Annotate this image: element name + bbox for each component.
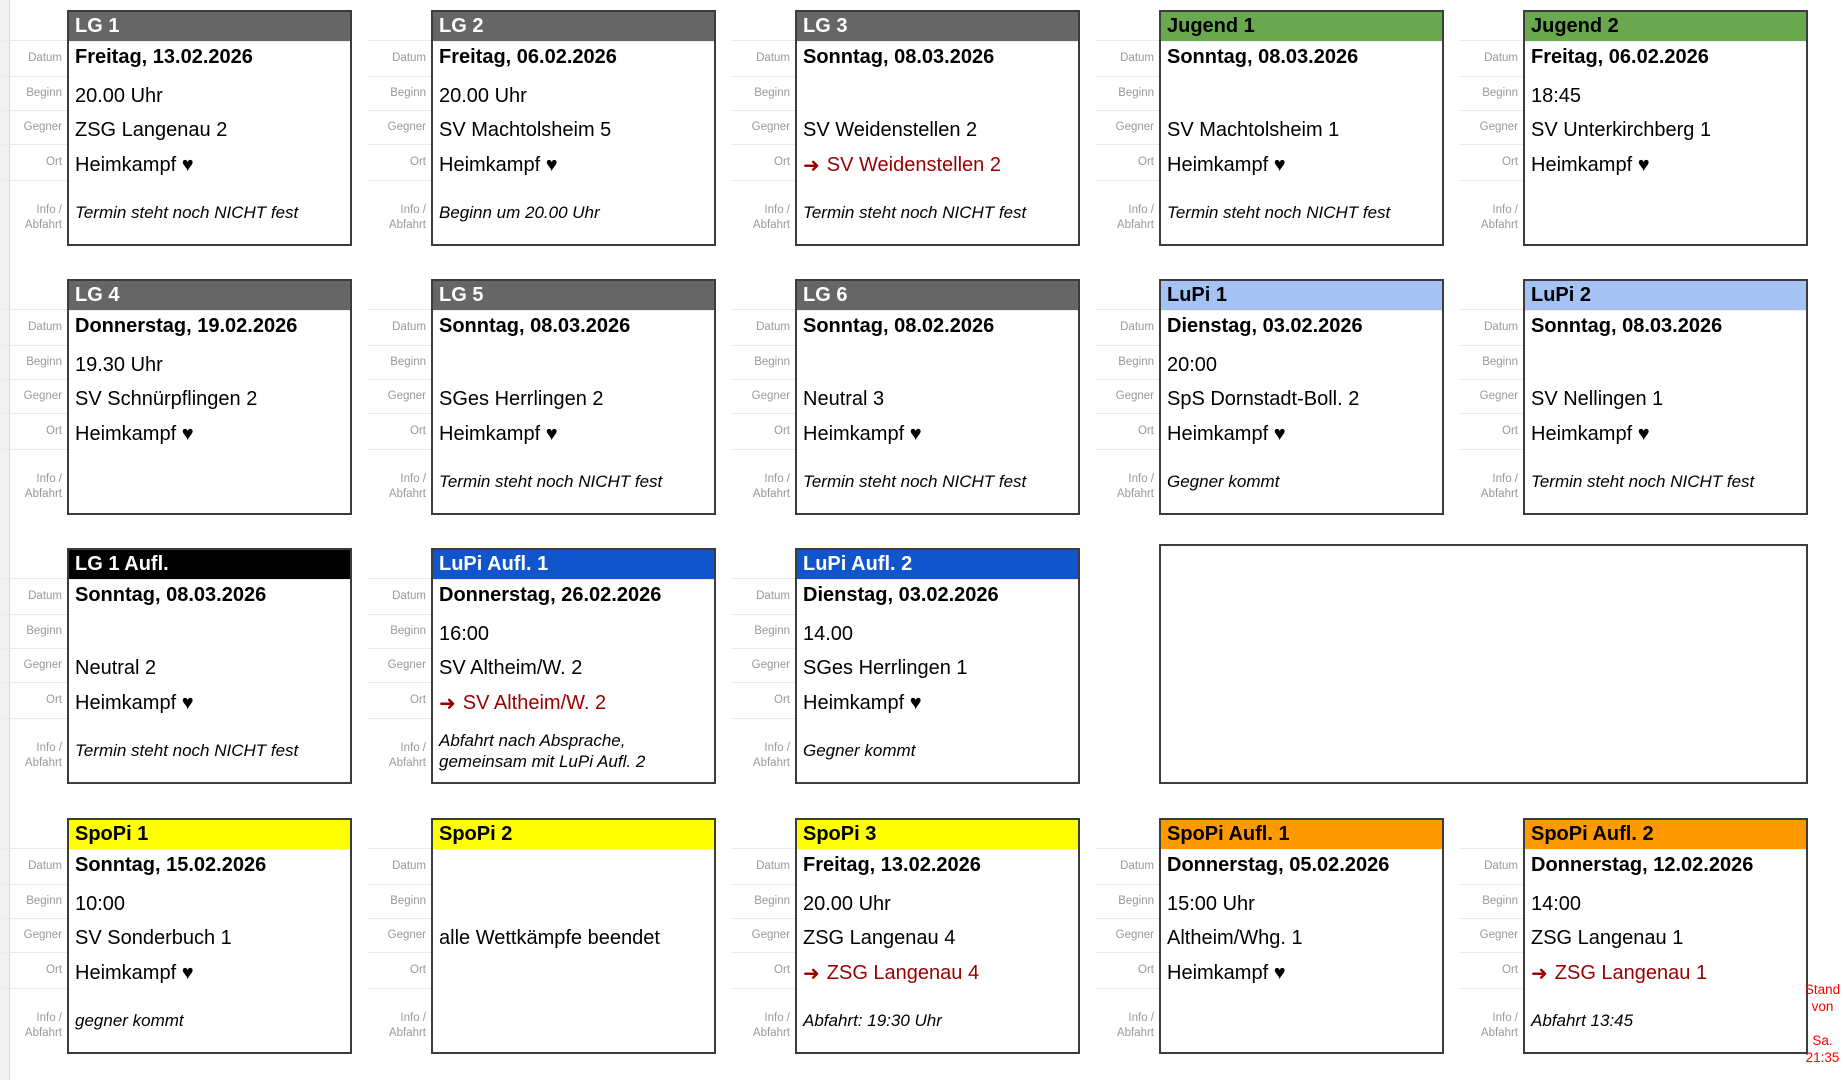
match-location: Heimkampf ♥	[1167, 422, 1286, 445]
match-time: 18:45	[1531, 84, 1582, 107]
match-location: Heimkampf ♥	[75, 691, 194, 714]
beginn-label: Beginn	[3, 77, 67, 111]
match-location: ➜ ZSG Langenau 1	[1531, 961, 1708, 985]
match-location	[433, 955, 714, 991]
datum-label: Datum	[1459, 40, 1523, 77]
field-labels	[3, 10, 67, 246]
match-time	[797, 79, 1078, 113]
datum-label: Datum	[731, 40, 795, 77]
match-details	[1525, 42, 1806, 244]
match-date: Sonntag, 08.02.2026	[803, 315, 995, 337]
match-time: 20.00 Uhr	[439, 84, 527, 107]
info-note: Termin steht noch NICHT fest	[75, 203, 299, 223]
beginn-label: Beginn	[1095, 885, 1159, 919]
field-labels	[367, 279, 431, 515]
team-card	[67, 279, 352, 515]
info-abfahrt-label: Info / Abfahrt	[1480, 473, 1518, 500]
match-location: Heimkampf ♥	[75, 961, 194, 984]
gegner-label: Gegner	[1095, 111, 1159, 145]
gegner-label: Gegner	[731, 380, 795, 414]
match-location: ➜ SV Altheim/W. 2	[439, 691, 607, 715]
info-note: gegner kommt	[75, 1011, 184, 1031]
team-name-header: SpoPi 3	[797, 820, 1078, 850]
opponent: alle Wettkämpfe beendet	[439, 926, 660, 949]
info-note	[433, 991, 714, 1052]
opponent: SV Unterkirchberg 1	[1531, 118, 1712, 141]
team-card-group-lupi-aufl-2	[731, 548, 1080, 784]
team-name-header: LuPi 1	[1161, 281, 1442, 311]
datum-label: Datum	[1095, 848, 1159, 885]
beginn-label: Beginn	[731, 346, 795, 380]
team-name-header: LG 2	[433, 12, 714, 42]
datum-label: Datum	[1095, 40, 1159, 77]
gegner-label: Gegner	[731, 111, 795, 145]
match-details	[69, 311, 350, 513]
team-card-group-lupi-1	[1095, 279, 1444, 515]
info-note: Termin steht noch NICHT fest	[439, 472, 663, 492]
info-note: Termin steht noch NICHT fest	[803, 203, 1027, 223]
ort-label: Ort	[1095, 145, 1159, 181]
field-labels	[3, 279, 67, 515]
field-labels	[1459, 10, 1523, 246]
info-abfahrt-label: Info / Abfahrt	[24, 204, 62, 231]
empty-schedule-cell	[1159, 544, 1808, 784]
beginn-label: Beginn	[731, 885, 795, 919]
match-details	[433, 42, 714, 244]
opponent: SV Machtolsheim 5	[439, 118, 612, 141]
ort-label: Ort	[3, 414, 67, 450]
match-details	[1161, 42, 1442, 244]
opponent: Neutral 2	[75, 656, 157, 679]
datum-label: Datum	[731, 578, 795, 615]
field-labels	[731, 548, 795, 784]
match-time: 15:00 Uhr	[1167, 892, 1255, 915]
info-abfahrt-label: Info / Abfahrt	[24, 473, 62, 500]
gegner-label: Gegner	[1095, 919, 1159, 953]
field-labels	[1459, 279, 1523, 515]
info-note: Termin steht noch NICHT fest	[1167, 203, 1391, 223]
gegner-label: Gegner	[367, 111, 431, 145]
info-note	[1525, 183, 1806, 244]
team-name-header: LuPi Aufl. 2	[797, 550, 1078, 580]
team-card-group-lg-1-aufl	[3, 548, 352, 784]
field-labels	[367, 548, 431, 784]
gegner-label: Gegner	[3, 919, 67, 953]
match-time: 20.00 Uhr	[803, 892, 891, 915]
away-arrow-icon: ➜	[803, 962, 820, 985]
team-name-header: LG 5	[433, 281, 714, 311]
away-arrow-icon: ➜	[1531, 962, 1548, 985]
datum-label: Datum	[367, 848, 431, 885]
match-location: Heimkampf ♥	[803, 422, 922, 445]
team-card	[67, 10, 352, 246]
gegner-label: Gegner	[1459, 919, 1523, 953]
gegner-label: Gegner	[3, 649, 67, 683]
opponent: SV Altheim/W. 2	[439, 656, 583, 679]
beginn-label: Beginn	[3, 885, 67, 919]
beginn-label: Beginn	[1459, 346, 1523, 380]
opponent: SV Weidenstellen 2	[803, 118, 978, 141]
field-labels	[731, 818, 795, 1054]
match-time	[433, 887, 714, 921]
match-date: Sonntag, 08.03.2026	[1531, 315, 1723, 337]
info-abfahrt-label: Info / Abfahrt	[1480, 1012, 1518, 1039]
match-time: 20.00 Uhr	[75, 84, 163, 107]
opponent: SGes Herrlingen 1	[803, 656, 968, 679]
info-abfahrt-label: Info / Abfahrt	[388, 742, 426, 769]
beginn-label: Beginn	[367, 346, 431, 380]
info-abfahrt-label: Info / Abfahrt	[752, 204, 790, 231]
ort-label: Ort	[731, 145, 795, 181]
beginn-label: Beginn	[3, 615, 67, 649]
team-card-group-jugend-1	[1095, 10, 1444, 246]
beginn-label: Beginn	[367, 77, 431, 111]
match-location: ➜ SV Weidenstellen 2	[803, 153, 1001, 177]
datum-label: Datum	[1459, 309, 1523, 346]
team-card	[67, 818, 352, 1054]
match-details	[433, 311, 714, 513]
match-time	[433, 348, 714, 382]
match-details	[1161, 850, 1442, 1052]
team-name-header: LG 1	[69, 12, 350, 42]
gegner-label: Gegner	[1459, 111, 1523, 145]
ort-label: Ort	[367, 953, 431, 989]
datum-label: Datum	[731, 848, 795, 885]
team-card-group-lg-1	[3, 10, 352, 246]
beginn-label: Beginn	[367, 885, 431, 919]
team-card	[431, 548, 716, 784]
ort-label: Ort	[731, 953, 795, 989]
ort-label: Ort	[367, 414, 431, 450]
info-note: Abfahrt 13:45	[1531, 1011, 1634, 1031]
match-details	[797, 850, 1078, 1052]
match-time: 20:00	[1167, 353, 1218, 376]
team-card	[431, 818, 716, 1054]
beginn-label: Beginn	[1459, 885, 1523, 919]
ort-label: Ort	[1459, 953, 1523, 989]
gegner-label: Gegner	[731, 649, 795, 683]
match-location: ➜ ZSG Langenau 4	[803, 961, 980, 985]
match-date: Freitag, 06.02.2026	[1531, 46, 1709, 68]
team-card-group-lg-2	[367, 10, 716, 246]
match-location: Heimkampf ♥	[1531, 153, 1650, 176]
ort-label: Ort	[1095, 953, 1159, 989]
match-date: Donnerstag, 05.02.2026	[1167, 854, 1390, 876]
opponent: ZSG Langenau 2	[75, 118, 228, 141]
team-name-header: Jugend 1	[1161, 12, 1442, 42]
ort-label: Ort	[3, 145, 67, 181]
info-note	[69, 452, 350, 513]
info-abfahrt-label: Info / Abfahrt	[1480, 204, 1518, 231]
team-card	[1159, 818, 1444, 1054]
team-name-header: LG 4	[69, 281, 350, 311]
match-date: Sonntag, 08.03.2026	[75, 584, 267, 606]
opponent: SV Sonderbuch 1	[75, 926, 232, 949]
match-details	[1525, 850, 1806, 1052]
match-date: Freitag, 06.02.2026	[439, 46, 617, 68]
match-date: Dienstag, 03.02.2026	[1167, 315, 1363, 337]
match-details	[1161, 311, 1442, 513]
ort-label: Ort	[1459, 145, 1523, 181]
team-card-group-lg-5	[367, 279, 716, 515]
gegner-label: Gegner	[1095, 380, 1159, 414]
opponent: ZSG Langenau 4	[803, 926, 956, 949]
match-location: Heimkampf ♥	[439, 153, 558, 176]
ort-label: Ort	[3, 953, 67, 989]
info-abfahrt-label: Info / Abfahrt	[388, 1012, 426, 1039]
field-labels	[1095, 279, 1159, 515]
team-card	[431, 279, 716, 515]
match-details	[69, 580, 350, 782]
beginn-label: Beginn	[1095, 346, 1159, 380]
field-labels	[1095, 818, 1159, 1054]
match-date: Donnerstag, 26.02.2026	[439, 584, 662, 606]
opponent: ZSG Langenau 1	[1531, 926, 1684, 949]
opponent: Neutral 3	[803, 387, 885, 410]
gegner-label: Gegner	[367, 649, 431, 683]
team-card-group-spopi-aufl-2	[1459, 818, 1808, 1054]
team-card-group-jugend-2	[1459, 10, 1808, 246]
team-card	[67, 548, 352, 784]
match-date: Sonntag, 08.03.2026	[803, 46, 995, 68]
match-date: Donnerstag, 19.02.2026	[75, 315, 298, 337]
field-labels	[367, 10, 431, 246]
info-note	[1161, 991, 1442, 1052]
team-card-group-spopi-1	[3, 818, 352, 1054]
team-card	[795, 279, 1080, 515]
opponent: SV Machtolsheim 1	[1167, 118, 1340, 141]
gegner-label: Gegner	[3, 380, 67, 414]
match-location: Heimkampf ♥	[803, 691, 922, 714]
team-card	[795, 548, 1080, 784]
match-time	[797, 348, 1078, 382]
match-date: Dienstag, 03.02.2026	[803, 584, 999, 606]
info-abfahrt-label: Info / Abfahrt	[752, 742, 790, 769]
match-details	[797, 42, 1078, 244]
info-note: Termin steht noch NICHT fest	[803, 472, 1027, 492]
team-card-group-spopi-3	[731, 818, 1080, 1054]
match-time: 16:00	[439, 622, 490, 645]
match-location: Heimkampf ♥	[439, 422, 558, 445]
gegner-label: Gegner	[1459, 380, 1523, 414]
match-time: 19.30 Uhr	[75, 353, 163, 376]
team-name-header: LG 1 Aufl.	[69, 550, 350, 580]
match-details	[433, 580, 714, 782]
team-card	[1523, 818, 1808, 1054]
team-card	[795, 818, 1080, 1054]
info-abfahrt-label: Info / Abfahrt	[752, 473, 790, 500]
match-date: Sonntag, 15.02.2026	[75, 854, 267, 876]
team-card	[1159, 279, 1444, 515]
info-note: Termin steht noch NICHT fest	[1531, 472, 1755, 492]
away-arrow-icon: ➜	[439, 692, 456, 715]
datum-label: Datum	[367, 40, 431, 77]
match-date: Freitag, 13.02.2026	[803, 854, 981, 876]
match-time	[69, 617, 350, 651]
gegner-label: Gegner	[367, 380, 431, 414]
ort-label: Ort	[731, 683, 795, 719]
datum-label: Datum	[3, 848, 67, 885]
away-arrow-icon: ➜	[803, 154, 820, 177]
team-card	[1523, 10, 1808, 246]
match-location: Heimkampf ♥	[75, 422, 194, 445]
ort-label: Ort	[731, 414, 795, 450]
team-card-group-spopi-aufl-1	[1095, 818, 1444, 1054]
match-details	[1525, 311, 1806, 513]
datum-label: Datum	[3, 578, 67, 615]
match-details	[69, 42, 350, 244]
opponent: SpS Dornstadt-Boll. 2	[1167, 387, 1360, 410]
info-abfahrt-label: Info / Abfahrt	[388, 473, 426, 500]
match-details	[797, 580, 1078, 782]
team-name-header: LuPi 2	[1525, 281, 1806, 311]
match-location: Heimkampf ♥	[75, 153, 194, 176]
team-name-header: LuPi Aufl. 1	[433, 550, 714, 580]
datum-label: Datum	[3, 40, 67, 77]
update-note-line2: Sa. 21:35	[1805, 1032, 1840, 1065]
ort-label: Ort	[1095, 414, 1159, 450]
field-labels	[367, 818, 431, 1054]
gegner-label: Gegner	[3, 111, 67, 145]
field-labels	[731, 10, 795, 246]
info-note: Beginn um 20.00 Uhr	[439, 203, 600, 223]
beginn-label: Beginn	[3, 346, 67, 380]
match-date: Freitag, 13.02.2026	[75, 46, 253, 68]
info-note: Abfahrt nach Absprache, gemeinsam mit LuPi Aufl. 2	[439, 730, 646, 771]
match-location: Heimkampf ♥	[1167, 961, 1286, 984]
info-abfahrt-label: Info / Abfahrt	[1116, 473, 1154, 500]
field-labels	[1459, 818, 1523, 1054]
datum-label: Datum	[367, 578, 431, 615]
datum-label: Datum	[1095, 309, 1159, 346]
match-time: 14.00	[803, 622, 854, 645]
info-abfahrt-label: Info / Abfahrt	[752, 1012, 790, 1039]
team-card	[431, 10, 716, 246]
info-note: Gegner kommt	[803, 741, 916, 761]
datum-label: Datum	[367, 309, 431, 346]
team-name-header: SpoPi 1	[69, 820, 350, 850]
info-abfahrt-label: Info / Abfahrt	[388, 204, 426, 231]
team-card-group-lupi-aufl-1	[367, 548, 716, 784]
opponent: SV Nellingen 1	[1531, 387, 1664, 410]
datum-label: Datum	[3, 309, 67, 346]
field-labels	[3, 818, 67, 1054]
match-location: Heimkampf ♥	[1531, 422, 1650, 445]
info-abfahrt-label: Info / Abfahrt	[24, 1012, 62, 1039]
opponent: SGes Herrlingen 2	[439, 387, 604, 410]
field-labels	[731, 279, 795, 515]
beginn-label: Beginn	[367, 615, 431, 649]
match-date: Sonntag, 08.03.2026	[439, 315, 631, 337]
team-name-header: SpoPi 2	[433, 820, 714, 850]
gegner-label: Gegner	[731, 919, 795, 953]
match-location: Heimkampf ♥	[1167, 153, 1286, 176]
gegner-label: Gegner	[367, 919, 431, 953]
team-name-header: SpoPi Aufl. 1	[1161, 820, 1442, 850]
beginn-label: Beginn	[1459, 77, 1523, 111]
ort-label: Ort	[367, 145, 431, 181]
info-note: Gegner kommt	[1167, 472, 1280, 492]
info-note: Abfahrt: 19:30 Uhr	[803, 1011, 942, 1031]
match-time: 14:00	[1531, 892, 1582, 915]
team-card-group-lg-4	[3, 279, 352, 515]
beginn-label: Beginn	[731, 615, 795, 649]
match-time: 10:00	[75, 892, 126, 915]
datum-label: Datum	[1459, 848, 1523, 885]
update-timestamp-note	[1803, 981, 1842, 1066]
info-abfahrt-label: Info / Abfahrt	[1116, 1012, 1154, 1039]
match-date: Sonntag, 08.03.2026	[1167, 46, 1359, 68]
field-labels	[1095, 10, 1159, 246]
ort-label: Ort	[3, 683, 67, 719]
match-date: Donnerstag, 12.02.2026	[1531, 854, 1754, 876]
team-name-header: LG 6	[797, 281, 1078, 311]
field-labels	[3, 548, 67, 784]
team-name-header: LG 3	[797, 12, 1078, 42]
team-card-group-spopi-2	[367, 818, 716, 1054]
beginn-label: Beginn	[731, 77, 795, 111]
info-note: Termin steht noch NICHT fest	[75, 741, 299, 761]
team-card	[1159, 10, 1444, 246]
team-card-group-lg-3	[731, 10, 1080, 246]
match-details	[69, 850, 350, 1052]
team-card	[795, 10, 1080, 246]
match-time	[1525, 348, 1806, 382]
info-abfahrt-label: Info / Abfahrt	[24, 742, 62, 769]
opponent: Altheim/Whg. 1	[1167, 926, 1303, 949]
update-note-line1: Stand von	[1804, 982, 1841, 1015]
match-details	[433, 850, 714, 1052]
datum-label: Datum	[731, 309, 795, 346]
team-name-header: Jugend 2	[1525, 12, 1806, 42]
ort-label: Ort	[367, 683, 431, 719]
team-name-header: SpoPi Aufl. 2	[1525, 820, 1806, 850]
match-date	[433, 850, 714, 887]
beginn-label: Beginn	[1095, 77, 1159, 111]
team-card-group-lg-6	[731, 279, 1080, 515]
team-card	[1523, 279, 1808, 515]
ort-label: Ort	[1459, 414, 1523, 450]
match-details	[797, 311, 1078, 513]
info-abfahrt-label: Info / Abfahrt	[1116, 204, 1154, 231]
team-card-group-lupi-2	[1459, 279, 1808, 515]
match-time	[1161, 79, 1442, 113]
opponent: SV Schnürpflingen 2	[75, 387, 258, 410]
